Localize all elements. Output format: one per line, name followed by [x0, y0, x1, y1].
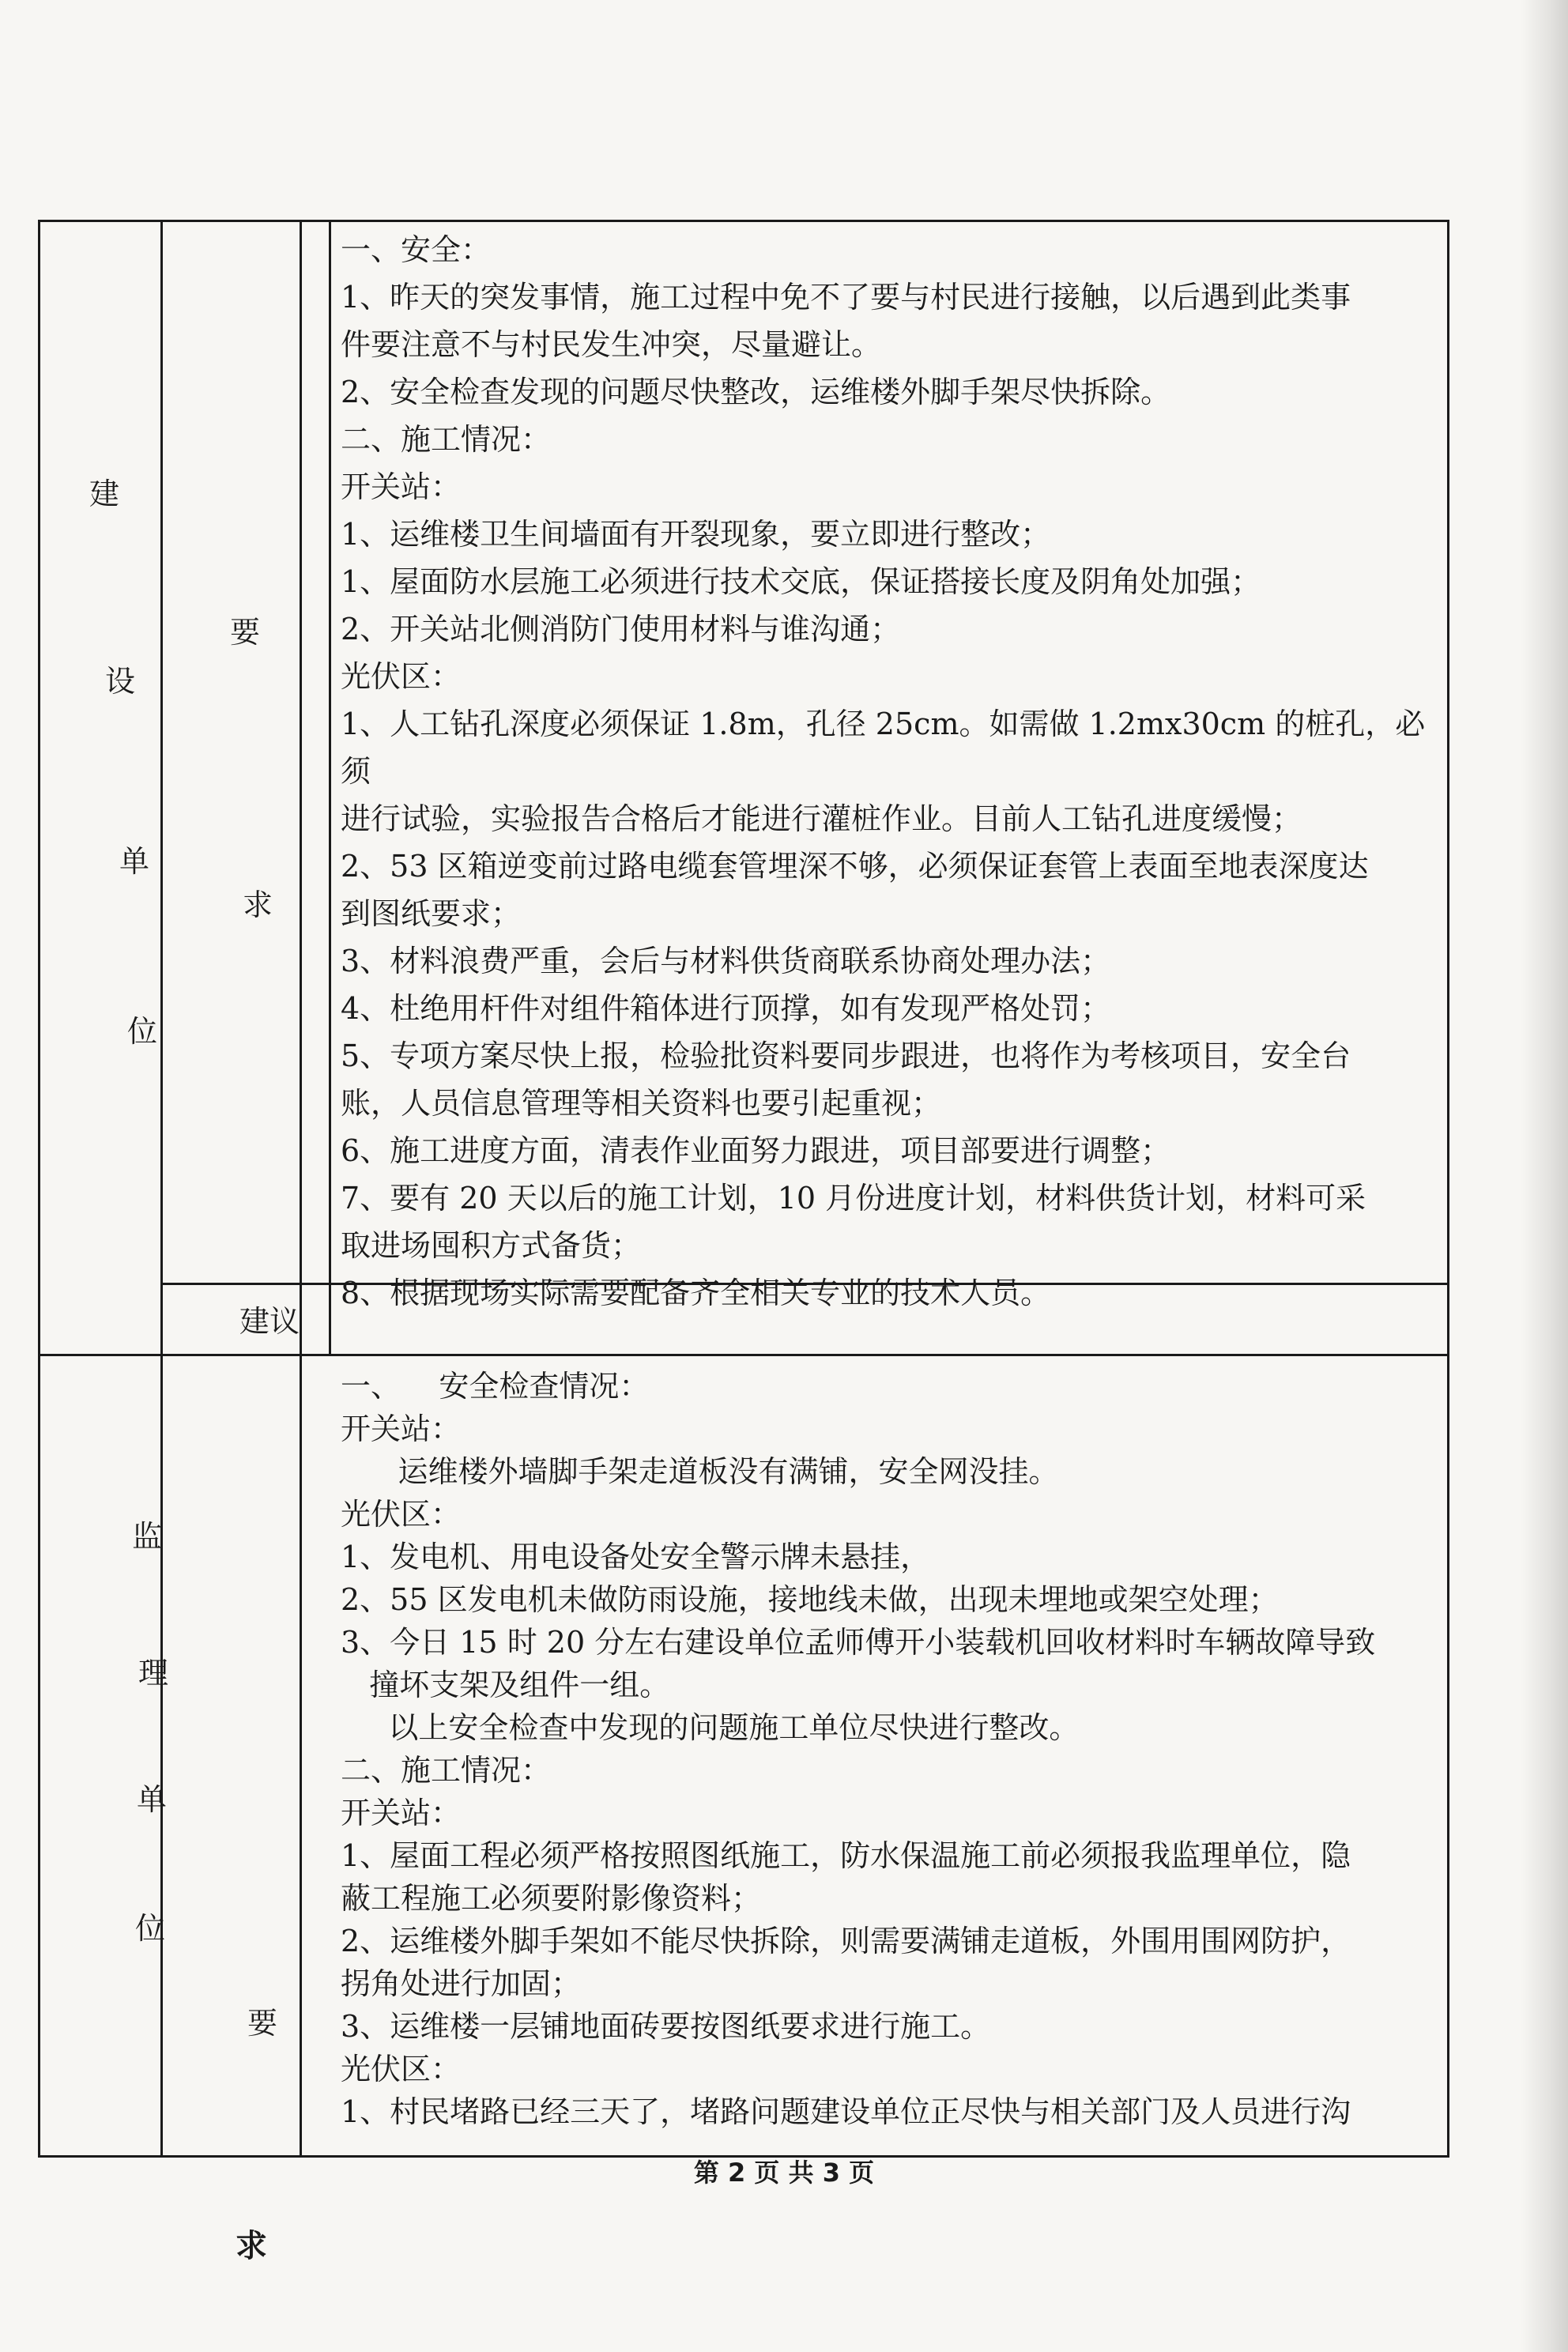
supervision-text-line: 运维楼外墙脚手架走道板没有满铺，安全网没挂。: [341, 1454, 1059, 1489]
label-requirement-2a: 要: [247, 2006, 278, 2041]
supervision-text-line: 1、屋面工程必须严格按照图纸施工，防水保温施工前必须报我监理单位，隐: [341, 1838, 1351, 1873]
divider-left-col: [160, 222, 163, 2155]
supervision-text-line: 2、运维楼外脚手架如不能尽快拆除，则需要满铺走道板，外围用围网防护，: [341, 1924, 1351, 1958]
supervision-text-line: 3、今日 15 时 20 分左右建设单位孟师傅开小装载机回收材料时车辆故障导致: [341, 1625, 1376, 1660]
supervision-text-line: 以上安全检查中发现的问题施工单位尽快进行整改。: [341, 1710, 1080, 1745]
label-construction-4: 位: [127, 1014, 158, 1049]
construction-text-line: 1、运维楼卫生间墙面有开裂现象，要立即进行整改；: [341, 517, 1051, 552]
supervision-text-line: 1、发电机、用电设备处安全警示牌未悬挂，: [341, 1540, 931, 1574]
label-suggestion: 建议: [239, 1304, 300, 1339]
construction-text-line: 开关站：: [341, 469, 462, 504]
construction-text-line: 8、根据现场实际需要配备齐全相关专业的技术人员。: [341, 1276, 1051, 1310]
construction-text-line: 6、施工进度方面，清表作业面努力跟进，项目部要进行调整；: [341, 1133, 1171, 1168]
supervision-text-line: 光伏区：: [341, 1497, 462, 1532]
construction-requirements-text: [341, 226, 1447, 1317]
supervision-text-line: 2、55 区发电机未做防雨设施，接地线未做，出现未埋地或架空处理；: [341, 1582, 1279, 1617]
construction-text-line: 件要注意不与村民发生冲突，尽量避让。: [341, 327, 882, 362]
label-requirement-1b: 求: [243, 888, 273, 922]
label-requirement-2b: 求: [236, 2227, 267, 2264]
construction-text-line: 2、53 区箱逆变前过路电缆套管埋深不够，必须保证套管上表面至地表深度达: [341, 849, 1369, 884]
supervision-text-line: 3、运维楼一层铺地面砖要按图纸要求进行施工。: [341, 2009, 991, 2044]
supervision-requirements-text: [341, 1365, 1447, 2133]
supervision-text-line: 蔽工程施工必须要附影像资料；: [341, 1881, 762, 1916]
label-construction-1: 建: [89, 477, 120, 511]
report-table: [38, 220, 1449, 2158]
label-construction-2: 设: [105, 664, 136, 699]
label-supervision-3: 单: [137, 1782, 168, 1817]
supervision-text-line: 一、 安全检查情况：: [341, 1369, 650, 1404]
label-requirement-1a: 要: [230, 615, 261, 650]
label-supervision-2: 理: [138, 1656, 169, 1690]
construction-text-line: 4、杜绝用杆件对组件箱体进行顶撑，如有发现严格处罚；: [341, 991, 1111, 1026]
supervision-text-line: 二、施工情况：: [341, 1753, 552, 1788]
construction-text-line: 光伏区：: [341, 659, 462, 694]
construction-text-line: 一、安全：: [341, 232, 492, 267]
construction-text-line: 二、施工情况：: [341, 422, 552, 457]
label-supervision-1: 监: [132, 1519, 163, 1554]
supervision-text-line: 1、村民堵路已经三天了，堵路问题建设单位正尽快与相关部门及人员进行沟: [341, 2094, 1351, 2129]
construction-text-line: 3、材料浪费严重，会后与材料供货商联系协商处理办法；: [341, 944, 1111, 978]
construction-text-line: 2、开关站北侧消防门使用材料与谁沟通；: [341, 612, 901, 646]
page-footer: 第 2 页 共 3 页: [693, 2158, 875, 2188]
construction-text-line: 到图纸要求；: [341, 896, 522, 931]
label-supervision-4: 位: [135, 1911, 166, 1946]
construction-text-line: 进行试验，实验报告合格后才能进行灌桩作业。目前人工钻孔进度缓慢；: [341, 801, 1302, 836]
label-construction-3: 单: [119, 844, 150, 879]
supervision-text-line: 撞坏支架及组件一组。: [341, 1668, 670, 1702]
supervision-text-line: 开关站：: [341, 1412, 462, 1446]
construction-text-line: 1、人工钻孔深度必须保证 1.8m，孔径 25cm。如需做 1.2mx30cm 的桩孔，必须: [341, 707, 1426, 789]
supervision-text-line: 光伏区：: [341, 2052, 462, 2086]
divider-mid-col: [300, 222, 302, 2155]
construction-text-line: 1、昨天的突发事情，施工过程中免不了要与村民进行接触，以后遇到此类事: [341, 280, 1351, 315]
construction-text-line: 2、安全检查发现的问题尽快整改，运维楼外脚手架尽快拆除。: [341, 375, 1171, 409]
supervision-text-line: 开关站：: [341, 1796, 462, 1830]
construction-text-line: 取进场囤积方式备货；: [341, 1228, 642, 1263]
construction-text-line: 7、要有 20 天以后的施工计划，10 月份进度计划，材料供货计划，材料可采: [341, 1181, 1366, 1216]
divider-supervision-top: [40, 1354, 1447, 1356]
divider-mid-col-2: [329, 222, 331, 1354]
construction-text-line: 5、专项方案尽快上报，检验批资料要同步跟进，也将作为考核项目，安全台: [341, 1038, 1351, 1073]
construction-text-line: 1、屋面防水层施工必须进行技术交底，保证搭接长度及阴角处加强；: [341, 564, 1261, 599]
scan-edge-shadow: [1521, 0, 1568, 2352]
supervision-text-line: 拐角处进行加固；: [341, 1966, 582, 2001]
construction-text-line: 账，人员信息管理等相关资料也要引起重视；: [341, 1086, 942, 1121]
